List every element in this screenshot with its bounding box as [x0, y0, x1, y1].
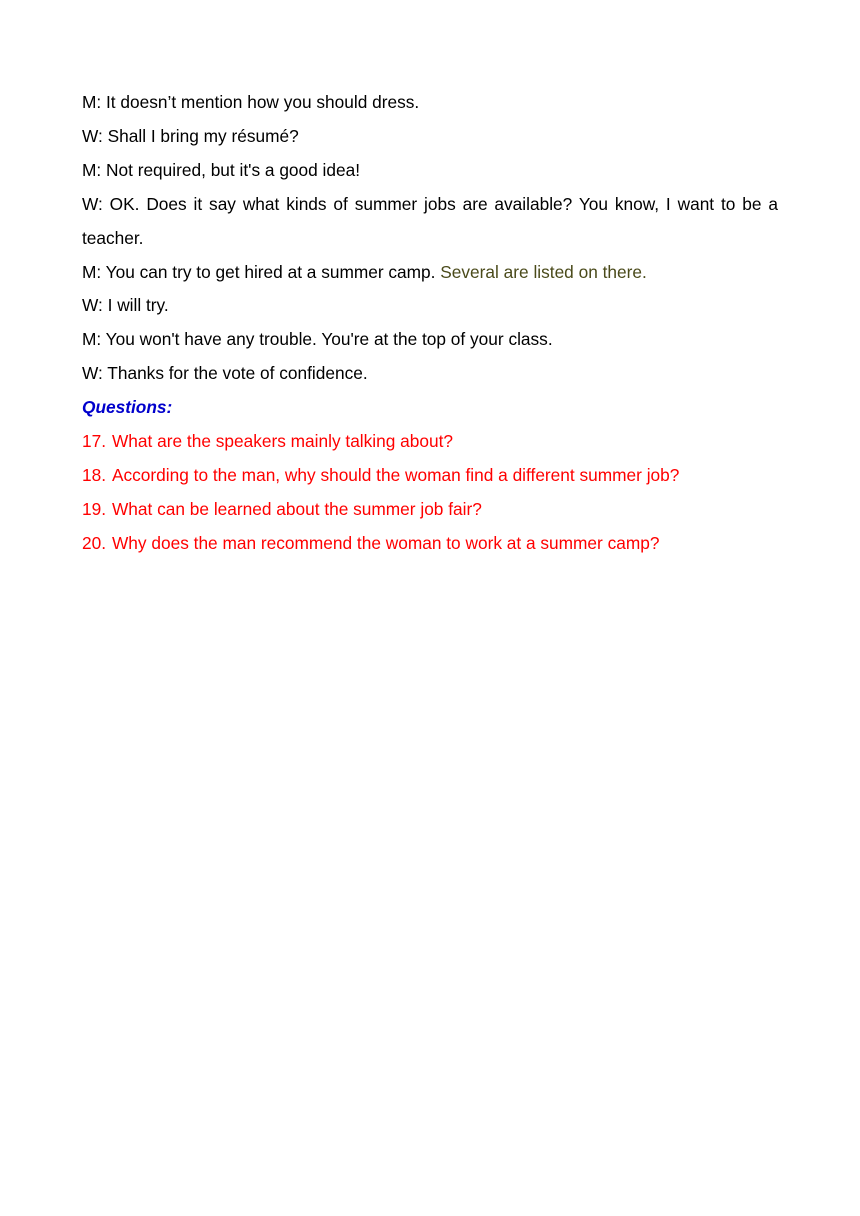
document-body	[82, 86, 778, 561]
dialogue-line	[82, 256, 778, 290]
question-number: 19.	[82, 498, 107, 519]
dialogue-line: M: It doesn’t mention how you should dress.	[82, 92, 420, 112]
dialogue-highlighted-text: Several are listed on there.	[440, 261, 647, 282]
dialogue-line: W: I will try.	[82, 295, 169, 316]
dialogue-line: M: Not required, but it's a good idea!	[82, 159, 361, 180]
dialogue-line: W: Thanks for the vote of confidence.	[82, 363, 368, 384]
question-item	[82, 459, 778, 493]
question-item	[82, 425, 778, 459]
question-item	[82, 527, 778, 561]
question-text: According to the man, why should the woman find a different summer job?	[112, 464, 680, 485]
dialogue-line-text: M: You can try to get hired at a summer camp.	[82, 261, 441, 282]
question-text: Why does the man recommend the woman to work at a summer camp?	[112, 532, 660, 553]
dialogue-line: W: OK. Does it say what kinds of summer jobs are available? You know, I want to be a teacher.	[82, 193, 778, 248]
question-text: What are the speakers mainly talking about?	[112, 431, 454, 452]
questions-heading: Questions:	[82, 397, 173, 418]
question-number: 17.	[82, 431, 107, 452]
dialogue-line: M: You won't have any trouble. You're at the top of your class.	[82, 329, 553, 350]
question-number: 20.	[82, 532, 107, 553]
question-item	[82, 493, 778, 527]
dialogue-line: W: Shall I bring my résumé?	[82, 125, 299, 146]
question-number: 18.	[82, 464, 107, 485]
question-text: What can be learned about the summer job fair?	[112, 498, 482, 519]
